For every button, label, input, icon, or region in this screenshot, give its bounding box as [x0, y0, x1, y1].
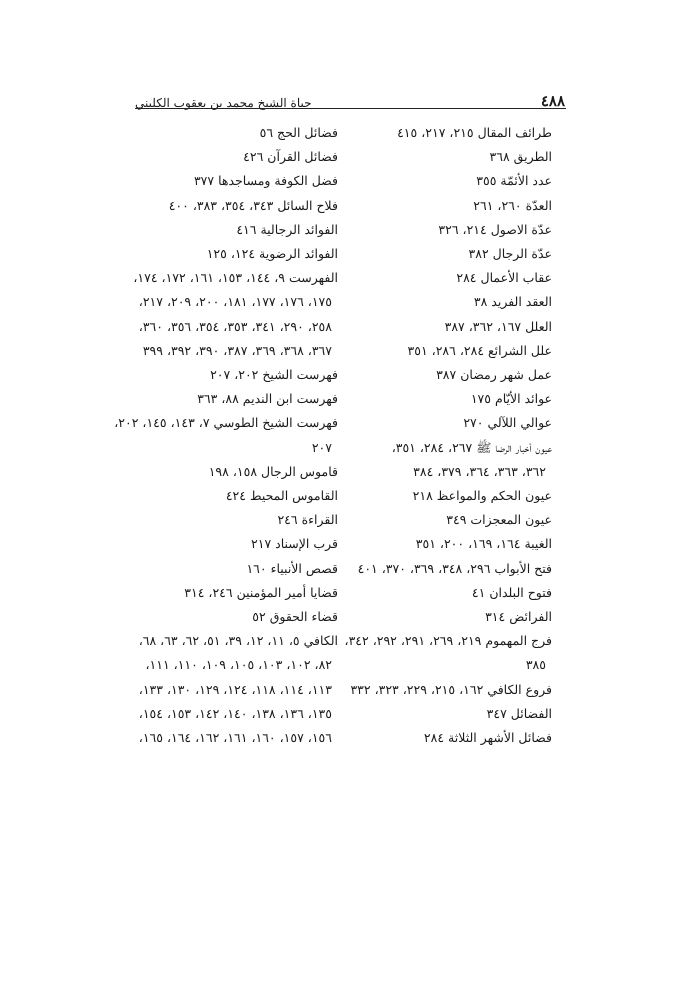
index-entry: عدّة الاصول ٢١٤، ٣٢٦: [438, 221, 552, 237]
index-column-left: [114, 121, 338, 750]
index-entry: فهرست الشيخ ٢٠٢، ٢٠٧: [210, 367, 338, 383]
index-entry-continuation: ٣٦٧، ٣٦٨، ٣٦٩، ٣٨٧، ٣٩٠، ٣٩٢، ٣٩٩: [142, 342, 332, 358]
index-entry: الغيبة ١٦٤، ١٦٩، ٢٠٠، ٣٥١: [415, 536, 552, 552]
index-entry: عيون أخبار الرضا ﷺ ٢٦٧، ٢٨٤، ٣٥١،: [391, 439, 552, 455]
index-entry: فرج المهموم ٢١٩، ٢٦٩، ٢٩١، ٢٩٢، ٣٤٢،: [344, 633, 552, 649]
index-entry-continuation: ٨٢، ١٠٢، ١٠٣، ١٠٥، ١٠٩، ١١٠، ١١١،: [145, 657, 332, 673]
index-entry: عدّة الرجال ٣٨٢: [468, 246, 552, 262]
index-entry: فهرست ابن النديم ٨٨، ٣٦٣: [197, 391, 338, 407]
index-entry: القراءة ٢٤٦: [277, 512, 338, 528]
page-number: ٤٨٨: [540, 92, 565, 110]
index-entry: قصص الأنبياء ١٦٠: [246, 560, 338, 576]
header-rule: [135, 108, 566, 109]
index-column-right: [344, 121, 552, 750]
index-entry: الكافي ٥، ١١، ١٢، ٣٩، ٥١، ٦٢، ٦٣، ٦٨،: [138, 633, 338, 649]
index-entry: فهرست الشيخ الطوسي ٧، ١٤٣، ١٤٥، ٢٠٢،: [114, 415, 338, 431]
index-entry: الفرائض ٣١٤: [485, 609, 552, 625]
index-entry: فضائل الحج ٥٦: [259, 125, 338, 140]
index-entry: علل الشرائع ٢٨٤، ٢٨٦، ٣٥١: [407, 342, 552, 358]
index-entry: فضائل القرآن ٤٢٦: [243, 149, 338, 165]
index-entry: فضل الكوفة ومساجدها ٣٧٧: [193, 173, 338, 189]
index-entry: قضاء الحقوق ٥٢: [252, 609, 338, 625]
index-entry-continuation: ٢٥٨، ٢٩٠، ٣٤١، ٣٥٣، ٣٥٤، ٣٥٦، ٣٦٠،: [138, 318, 332, 334]
index-entry: عمل شهر رمضان ٣٨٧: [436, 367, 552, 383]
index-entry: عيون المعجزات ٣٤٩: [446, 512, 552, 528]
index-entry: طرائف المقال ٢١٥، ٢١٧، ٤١٥: [397, 125, 552, 140]
index-entry: العقد الفريد ٣٨: [473, 294, 552, 310]
index-entry: فلاح السائل ٣٤٣، ٣٥٤، ٣٨٣، ٤٠٠: [168, 197, 338, 213]
index-entry: عيون الحكم والمواعظ ٢١٨: [412, 488, 552, 504]
index-entry: الفوائد الرجالية ٤١٦: [236, 221, 338, 237]
index-entry-continuation: ١٧٥، ١٧٦، ١٧٧، ١٨١، ٢٠٠، ٢٠٩، ٢١٧،: [138, 294, 332, 310]
index-entry-continuation: ٢٠٧: [311, 439, 332, 455]
index-entry-continuation: ١٥٦، ١٥٧، ١٦٠، ١٦١، ١٦٢، ١٦٤، ١٦٥،: [138, 730, 332, 746]
index-entry: الفهرست ٩، ١٤٤، ١٥٣، ١٦١، ١٧٢، ١٧٤،: [133, 270, 338, 286]
index-entry: قضايا أمير المؤمنين ٢٤٦، ٣١٤: [184, 584, 338, 600]
page-header: [135, 86, 565, 110]
index-entry: الطريق ٣٦٨: [489, 149, 552, 165]
index-entry: فضائل الأشهر الثلاثة ٢٨٤: [423, 730, 552, 746]
index-entry: عقاب الأعمال ٢٨٤: [456, 270, 552, 286]
index-entry: فتح الأبواب ٢٩٦، ٣٤٨، ٣٦٩، ٣٧٠، ٤٠١: [357, 560, 552, 576]
index-entry: قرب الإسناد ٢١٧: [251, 536, 338, 552]
index-entry: العدّة ٢٦٠، ٢٦١: [473, 197, 552, 213]
index-entry: الفضائل ٣٤٧: [486, 705, 552, 721]
index-entry: الفوائد الرضوية ١٢٤، ١٢٥: [206, 246, 338, 262]
index-entry-continuation: ٣٦٢، ٣٦٣، ٣٦٤، ٣٧٩، ٣٨٤: [413, 463, 546, 479]
index-entry: عوائد الأيّام ١٧٥: [470, 391, 552, 407]
index-entry: القاموس المحيط ٤٢٤: [225, 488, 338, 504]
index-entry: قاموس الرجال ١٥٨، ١٩٨: [208, 463, 338, 479]
index-entry-continuation: ١٣٥، ١٣٦، ١٣٨، ١٤٠، ١٤٢، ١٥٣، ١٥٤،: [138, 705, 332, 721]
index-entry: عدد الأئمّة ٣٥٥: [476, 173, 552, 189]
index-entry-continuation: ٣٨٥: [525, 657, 546, 673]
index-entry: فتوح البلدان ٤١: [471, 584, 552, 600]
index-entry: العلل ١٦٧، ٣٦٢، ٣٨٧: [444, 318, 552, 334]
running-title: حياة الشيخ محمد بن يعقوب الكليني: [135, 96, 312, 110]
index-entry: فروع الكافي ١٦٢، ٢١٥، ٢٢٩، ٣٢٣، ٣٣٢: [350, 681, 552, 697]
index-entry-continuation: ١١٣، ١١٤، ١١٨، ١٢٤، ١٢٩، ١٣٠، ١٣٣،: [138, 681, 332, 697]
index-entry: عوالي اللآلي ٢٧٠: [463, 415, 552, 431]
